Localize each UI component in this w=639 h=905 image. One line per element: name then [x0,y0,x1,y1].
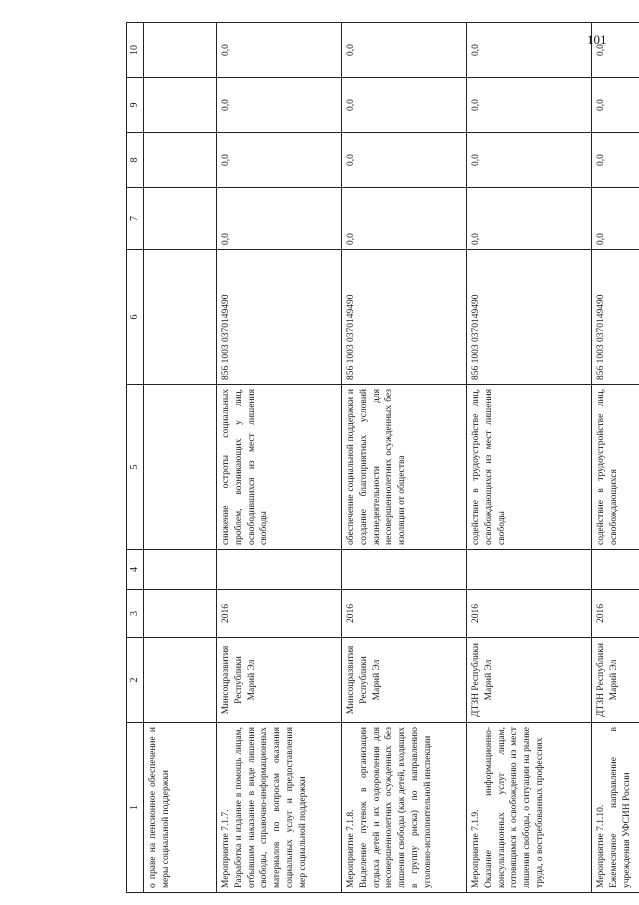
result-cell: обеспечение социальной поддержки и создание благоприятных условий жизнедеятельности для несовершеннолетних осужденных без изоляции от общества [342,385,467,550]
value-cell: 0,0 [217,78,342,133]
value-cell: 0,0 [592,188,639,250]
end-year-cell [217,550,342,590]
header-col-6: 6 [127,250,144,385]
value-cell: 0,0 [217,188,342,250]
empty-cell [144,78,217,133]
value-cell: 0,0 [467,78,592,133]
end-year-cell [342,550,467,590]
result-cell: содействие в трудоустройстве лиц, освобождающихся [592,385,639,550]
value-cell: 0,0 [467,133,592,188]
program-events-table [126,22,639,893]
continuation-row [144,23,217,893]
kbk-cell: 856 1003 0370149490 [592,250,639,385]
start-year-cell: 2016 [217,590,342,638]
kbk-cell: 856 1003 0370149490 [342,250,467,385]
value-cell: 0,0 [342,78,467,133]
header-col-8: 8 [127,133,144,188]
value-cell: 0,0 [217,23,342,78]
value-cell: 0,0 [342,188,467,250]
kbk-cell: 856 1003 0370149490 [217,250,342,385]
empty-cell [144,188,217,250]
end-year-cell [592,550,639,590]
executor-cell: ДТЗН Республики Марий Эл [467,638,592,723]
table-row [467,23,592,893]
start-year-cell: 2016 [592,590,639,638]
value-cell: 0,0 [467,188,592,250]
result-cell: содействие в трудоустройстве лиц, освобождающихся из мест лишения свободы [467,385,592,550]
event-cell: Мероприятие 7.1.10. Ежемесячное направление в учреждения УФСИН России [592,723,639,893]
rotated-table-container [126,23,632,893]
header-col-4: 4 [127,550,144,590]
value-cell: 0,0 [592,23,639,78]
header-col-10: 10 [127,23,144,78]
value-cell: 0,0 [592,133,639,188]
table-row [217,23,342,893]
empty-cell [144,638,217,723]
header-col-7: 7 [127,188,144,250]
kbk-cell: 856 1003 0370149490 [467,250,592,385]
start-year-cell: 2016 [467,590,592,638]
empty-cell [144,385,217,550]
table-row [592,23,639,893]
value-cell: 0,0 [592,78,639,133]
start-year-cell: 2016 [342,590,467,638]
executor-cell: ДТЗН Республики Марий Эл [592,638,639,723]
end-year-cell [467,550,592,590]
empty-cell [144,550,217,590]
header-col-2: 2 [127,638,144,723]
empty-cell [144,250,217,385]
continuation-text: о праве на пенсионное обеспечение и меры социальной поддержки [144,723,217,893]
executor-cell: Минсоцразвития Республики Марий Эл [217,638,342,723]
event-cell: Мероприятие 7.1.8. Выделение путевок в организации отдыха детей и их оздоровления для несовершеннолетних осужденных без лишения свободы (как детей, входящих в группу риска) по направлению уголовно-исполнительной инспекции [342,723,467,893]
page-number: 101 [587,32,607,47]
empty-cell [144,590,217,638]
empty-cell [144,23,217,78]
executor-cell: Минсоцразвития Республики Марий Эл [342,638,467,723]
header-col-9: 9 [127,78,144,133]
header-col-3: 3 [127,590,144,638]
value-cell: 0,0 [467,23,592,78]
value-cell: 0,0 [217,133,342,188]
value-cell: 0,0 [342,133,467,188]
column-number-header [127,23,144,893]
event-cell: Мероприятие 7.1.7. Разработка и издание в помощь лицам, отбывшим наказание в виде лишения свободы, справочно-информационных материалов по вопросам оказания социальных услуг и предоставления мер социальной поддержки [217,723,342,893]
header-col-5: 5 [127,385,144,550]
empty-cell [144,133,217,188]
table-row [342,23,467,893]
value-cell: 0,0 [342,23,467,78]
event-cell: Мероприятие 7.1.9. Оказание информационно-консультационных услуг лицам, готовящимся к освобождению из мест лишения свободы, о ситуации на рынке труда, о востребованных профессиях [467,723,592,893]
header-col-1: 1 [127,723,144,893]
result-cell: снижение остроты социальных проблем, возникающих у лиц, освободившихся из мест лишения свободы [217,385,342,550]
